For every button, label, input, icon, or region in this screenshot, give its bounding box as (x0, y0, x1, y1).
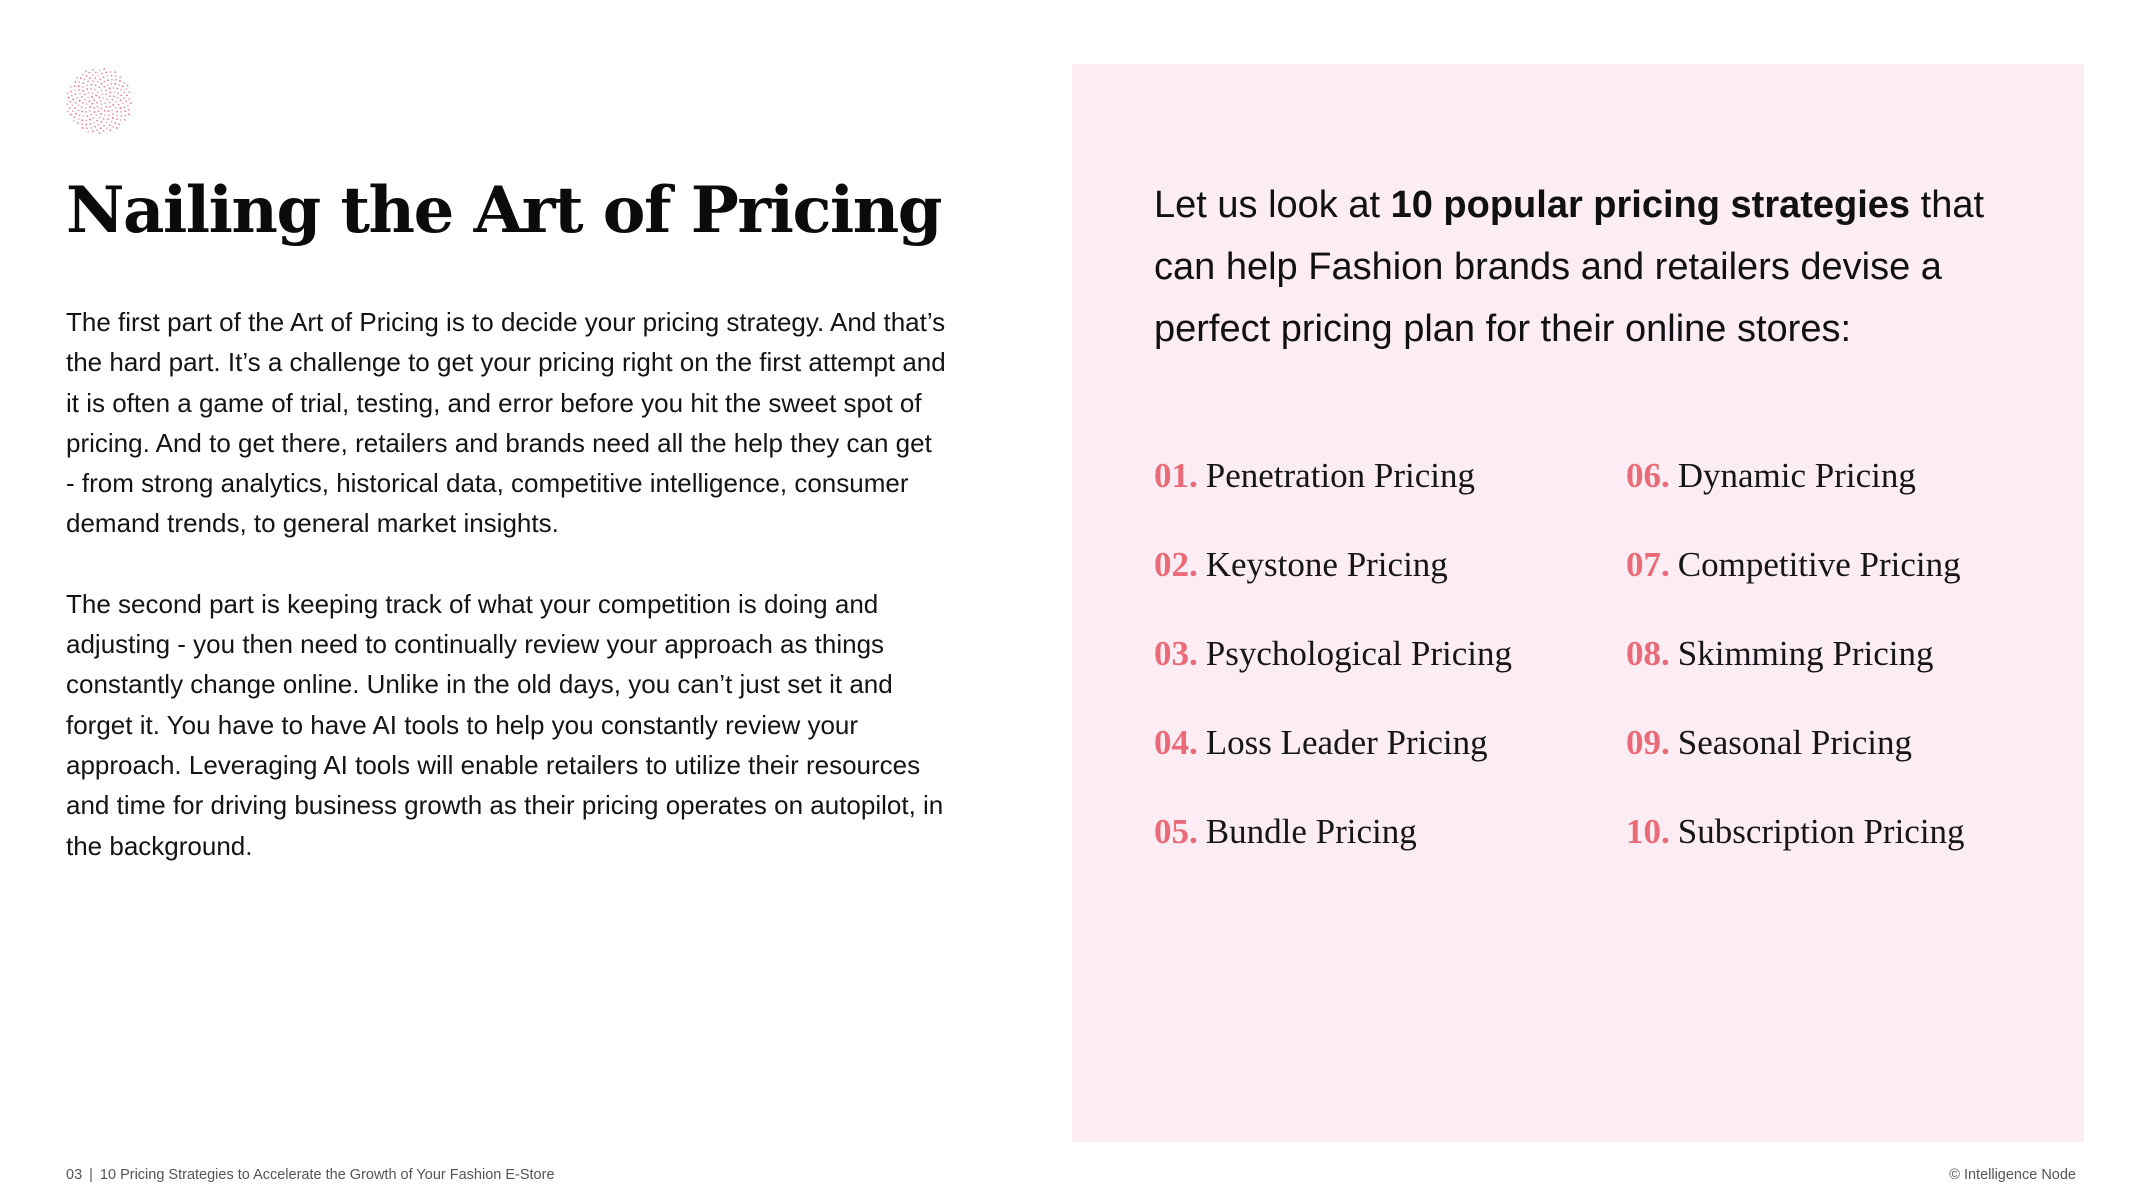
logo-dot (107, 118, 109, 120)
logo-dot (93, 122, 95, 124)
logo-dot (101, 93, 103, 95)
logo-dot (109, 129, 111, 131)
logo-dot (107, 84, 109, 86)
logo-dot (109, 88, 111, 90)
logo-dot (89, 72, 91, 74)
logo-dot (114, 91, 116, 93)
logo-dot (122, 103, 124, 105)
dotted-circle-logo-icon (64, 66, 134, 136)
logo-dot (78, 85, 80, 87)
logo-dot (111, 121, 113, 123)
logo-dot (103, 86, 105, 88)
logo-dot (122, 86, 124, 88)
logo-dot (97, 91, 99, 93)
strategy-item (1626, 810, 1965, 854)
logo-dot (101, 89, 103, 91)
logo-dot (89, 77, 91, 79)
logo-dot (118, 104, 120, 106)
footer-page-info (66, 1166, 555, 1184)
logo-dot (117, 92, 119, 94)
footer-copyright: © Intelligence Node (1949, 1167, 2076, 1183)
logo-dot (115, 75, 117, 77)
logo-dot (121, 115, 123, 117)
logo-dot (78, 89, 80, 91)
logo-dot (100, 100, 102, 102)
logo-dot (91, 84, 93, 86)
logo-dot (85, 111, 87, 113)
logo-dot (90, 88, 92, 90)
logo-dot (128, 114, 130, 116)
strategy-number: 07. (1626, 545, 1670, 584)
logo-dot (81, 111, 83, 113)
intro-after: that can help Fashion brands and retailers devise a perfect pricing plan for their online stores: (1154, 184, 1985, 350)
logo-dot (120, 89, 122, 91)
logo-dot (80, 77, 82, 79)
logo-dot (84, 93, 86, 95)
logo-dot (74, 90, 76, 92)
logo-dot (108, 114, 110, 116)
logo-dot (113, 87, 115, 89)
strategy-number: 02. (1154, 545, 1198, 584)
strategy-label: Psychological Pricing (1205, 634, 1512, 673)
logo-dot (96, 102, 98, 104)
page-number: 03 (66, 1167, 83, 1183)
logo-dot (79, 100, 81, 102)
logo-dot (115, 107, 117, 109)
strategy-item (1626, 721, 1912, 765)
logo-dot (69, 107, 71, 109)
logo-dot (90, 114, 92, 116)
logo-dot (70, 91, 72, 93)
logo-dot (116, 115, 118, 117)
logo-dot (104, 102, 106, 104)
logo-dot (87, 131, 89, 133)
logo-dot (93, 111, 95, 113)
logo-dot (127, 85, 129, 87)
logo-dot (120, 94, 122, 96)
logo-dot (77, 118, 79, 120)
logo-dot (110, 83, 112, 85)
logo-dot (106, 127, 108, 129)
logo-dot (99, 78, 101, 80)
strategy-item (1154, 632, 1512, 676)
logo-dot (100, 107, 102, 109)
logo-dot (75, 102, 77, 104)
brand-logo-icon (64, 66, 134, 136)
logo-dot (96, 114, 98, 116)
logo-dot (99, 70, 101, 72)
logo-dot (107, 110, 109, 112)
logo-dot (107, 79, 109, 81)
logo-dot (120, 99, 122, 101)
logo-dot (68, 97, 70, 99)
logo-dot (79, 114, 81, 116)
logo-dot (82, 74, 84, 76)
logo-dot (103, 125, 105, 127)
logo-dot (85, 70, 87, 72)
logo-dot (101, 103, 103, 105)
body-text (66, 302, 946, 906)
strategies-list (1154, 454, 2054, 934)
logo-dot (105, 106, 107, 108)
logo-dot (74, 116, 76, 118)
logo-dot (119, 76, 121, 78)
logo-dot (128, 98, 130, 100)
logo-dot (112, 126, 114, 128)
logo-dot (123, 91, 125, 93)
logo-dot (106, 98, 108, 100)
logo-dot (125, 88, 127, 90)
logo-dot (93, 107, 95, 109)
logo-dot (96, 120, 98, 122)
logo-dot (109, 95, 111, 97)
logo-dot (89, 110, 91, 112)
strategy-label: Subscription Pricing (1677, 812, 1965, 851)
logo-dot (70, 114, 72, 116)
logo-dot (116, 88, 118, 90)
footer-separator: | (89, 1167, 93, 1183)
logo-dot (126, 95, 128, 97)
logo-dot (118, 84, 120, 86)
logo-dot (104, 81, 106, 83)
logo-dot (95, 84, 97, 86)
strategy-item (1154, 721, 1488, 765)
logo-dot (92, 69, 94, 71)
logo-dot (75, 113, 77, 115)
strategy-item (1626, 543, 1961, 587)
logo-dot (128, 109, 130, 111)
paragraph-2: The second part is keeping track of what your competition is doing and adjusting - you then need to continually review your approach as things constantly change online. Unlike in the old days, you can’t just set it and forget it. You have to have AI tools to help you constantly review your approach. Leveraging AI tools will enable retailers to utilize their resources and time for driving business growth as their pricing operates on autopilot, in the background. (66, 588, 944, 861)
logo-dot (86, 127, 88, 129)
logo-dot (97, 106, 99, 108)
logo-dot (104, 114, 106, 116)
strategies-panel (1072, 64, 2084, 1142)
strategy-item (1626, 632, 1933, 676)
logo-dot (72, 110, 74, 112)
logo-dot (105, 71, 107, 73)
logo-dot (89, 119, 91, 121)
logo-dot (110, 91, 112, 93)
logo-dot (120, 111, 122, 113)
logo-dot (86, 88, 88, 90)
logo-dot (112, 117, 114, 119)
strategy-label: Bundle Pricing (1205, 812, 1417, 851)
logo-dot (87, 81, 89, 83)
logo-dot (67, 92, 69, 94)
logo-dot (82, 86, 84, 88)
logo-dot (76, 97, 78, 99)
logo-dot (115, 101, 117, 103)
logo-dot (79, 93, 81, 95)
logo-dot (100, 127, 102, 129)
strategy-label: Seasonal Pricing (1677, 723, 1913, 762)
logo-dot (101, 121, 103, 123)
strategy-number: 08. (1626, 634, 1670, 673)
strategy-number: 10. (1626, 812, 1670, 851)
intro-highlight: 10 popular pricing strategies (1390, 184, 1911, 226)
logo-dot (93, 99, 95, 101)
logo-dot (123, 97, 125, 99)
logo-dot (72, 99, 74, 101)
logo-dot (115, 79, 117, 81)
logo-dot (124, 110, 126, 112)
logo-dot (111, 75, 113, 77)
logo-dot (66, 103, 68, 105)
logo-dot (92, 80, 94, 82)
intro-text (1154, 174, 2034, 360)
strategy-number: 06. (1626, 456, 1670, 495)
logo-dot (84, 99, 86, 101)
logo-dot (99, 117, 101, 119)
logo-dot (113, 95, 115, 97)
strategy-item (1154, 543, 1448, 587)
strategy-number: 09. (1626, 723, 1670, 762)
logo-dot (100, 113, 102, 115)
logo-dot (128, 91, 130, 93)
logo-dot (119, 80, 121, 82)
logo-dot (130, 102, 132, 104)
logo-dot (94, 126, 96, 128)
logo-dot (85, 124, 87, 126)
logo-dot (92, 74, 94, 76)
logo-dot (92, 130, 94, 132)
logo-dot (84, 79, 86, 81)
strategy-label: Skimming Pricing (1677, 634, 1934, 673)
paragraph-1: The first part of the Art of Pricing is to decide your pricing strategy. And that’s the hard part. It’s a challenge to get your pricing right on the first attempt and it is often a game of trial, testing, and error before you hit the sweet spot of pricing. And to get there, retailers and brands need all the help they can get - from strong analytics, historical data, competitive intelligence, consumer demand trends, to general market insights. (66, 307, 946, 539)
logo-dot (123, 106, 125, 108)
logo-dot (127, 105, 129, 107)
logo-dot (98, 110, 100, 112)
logo-dot (86, 84, 88, 86)
logo-dot (78, 81, 80, 83)
logo-dot (124, 119, 126, 121)
logo-dot (91, 96, 93, 98)
logo-dot (116, 111, 118, 113)
strategy-item (1154, 454, 1475, 498)
logo-dot (97, 75, 99, 77)
strategy-label: Loss Leader Pricing (1205, 723, 1488, 762)
logo-dot (73, 120, 75, 122)
logo-dot (69, 101, 71, 103)
logo-dot (89, 100, 91, 102)
logo-dot (93, 117, 95, 119)
logo-dot (118, 123, 120, 125)
logo-dot (81, 123, 83, 125)
logo-dot (123, 82, 125, 84)
logo-dot (81, 106, 83, 108)
logo-dot (82, 82, 84, 84)
page-title: Nailing the Art of Pricing (66, 173, 941, 248)
logo-dot (114, 83, 116, 85)
logo-dot (104, 110, 106, 112)
logo-dot (117, 97, 119, 99)
logo-dot (105, 93, 107, 95)
strategy-label: Keystone Pricing (1205, 545, 1448, 584)
logo-dot (74, 81, 76, 83)
logo-dot (97, 81, 99, 83)
logo-dot (98, 86, 100, 88)
logo-dot (103, 97, 105, 99)
logo-dot (88, 92, 90, 94)
logo-dot (76, 77, 78, 79)
logo-dot (67, 110, 69, 112)
logo-dot (77, 104, 79, 106)
logo-dot (100, 83, 102, 85)
logo-dot (95, 72, 97, 74)
strategy-number: 03. (1154, 634, 1198, 673)
logo-dot (114, 71, 116, 73)
logo-dot (125, 101, 127, 103)
strategy-label: Penetration Pricing (1205, 456, 1476, 495)
logo-dot (75, 93, 77, 95)
logo-dot (86, 75, 88, 77)
logo-dot (89, 123, 91, 125)
logo-dot (74, 85, 76, 87)
logo-dot (110, 71, 112, 73)
logo-dot (87, 97, 89, 99)
logo-dot (103, 76, 105, 78)
logo-dot (89, 106, 91, 108)
logo-dot (82, 127, 84, 129)
logo-dot (111, 99, 113, 101)
logo-dot (85, 119, 87, 121)
logo-dot (71, 104, 73, 106)
logo-dot (99, 132, 101, 134)
logo-dot (82, 90, 84, 92)
logo-dot (98, 124, 100, 126)
logo-dot (96, 129, 98, 131)
logo-dot (91, 92, 93, 94)
logo-dot (77, 122, 79, 124)
logo-dot (86, 115, 88, 117)
logo-dot (116, 127, 118, 129)
intro-before: Let us look at (1154, 184, 1391, 226)
logo-dot (112, 113, 114, 115)
logo-dot (106, 122, 108, 124)
logo-dot (94, 89, 96, 91)
logo-dot (101, 73, 103, 75)
document-title: 10 Pricing Strategies to Accelerate the Growth of Your Fashion E-Store (99, 1167, 555, 1183)
logo-dot (83, 115, 85, 117)
logo-dot (95, 95, 97, 97)
logo-dot (85, 107, 87, 109)
logo-dot (109, 124, 111, 126)
logo-dot (116, 119, 118, 121)
logo-dot (124, 115, 126, 117)
strategy-number: 04. (1154, 723, 1198, 762)
logo-dot (120, 119, 122, 121)
strategy-label: Dynamic Pricing (1677, 456, 1916, 495)
logo-dot (71, 95, 73, 97)
logo-dot (81, 96, 83, 98)
logo-dot (82, 102, 84, 104)
logo-dot (86, 103, 88, 105)
logo-dot (94, 77, 96, 79)
strategy-number: 01. (1154, 456, 1198, 495)
strategy-item (1154, 810, 1417, 854)
logo-dot (74, 107, 76, 109)
logo-dot (109, 106, 111, 108)
logo-dot (103, 68, 105, 70)
logo-dot (105, 89, 107, 91)
logo-dot (98, 97, 100, 99)
logo-dot (109, 102, 111, 104)
logo-dot (77, 109, 79, 111)
strategy-item (1626, 454, 1916, 498)
logo-dot (106, 75, 108, 77)
strategy-number: 05. (1154, 812, 1198, 851)
logo-dot (81, 119, 83, 121)
logo-dot (90, 127, 92, 129)
logo-dot (92, 103, 94, 105)
logo-dot (111, 79, 113, 81)
logo-dot (112, 104, 114, 106)
logo-dot (115, 122, 117, 124)
logo-dot (70, 86, 72, 88)
logo-dot (111, 109, 113, 111)
strategy-label: Competitive Pricing (1677, 545, 1961, 584)
logo-dot (119, 107, 121, 109)
logo-dot (103, 118, 105, 120)
logo-dot (103, 130, 105, 132)
